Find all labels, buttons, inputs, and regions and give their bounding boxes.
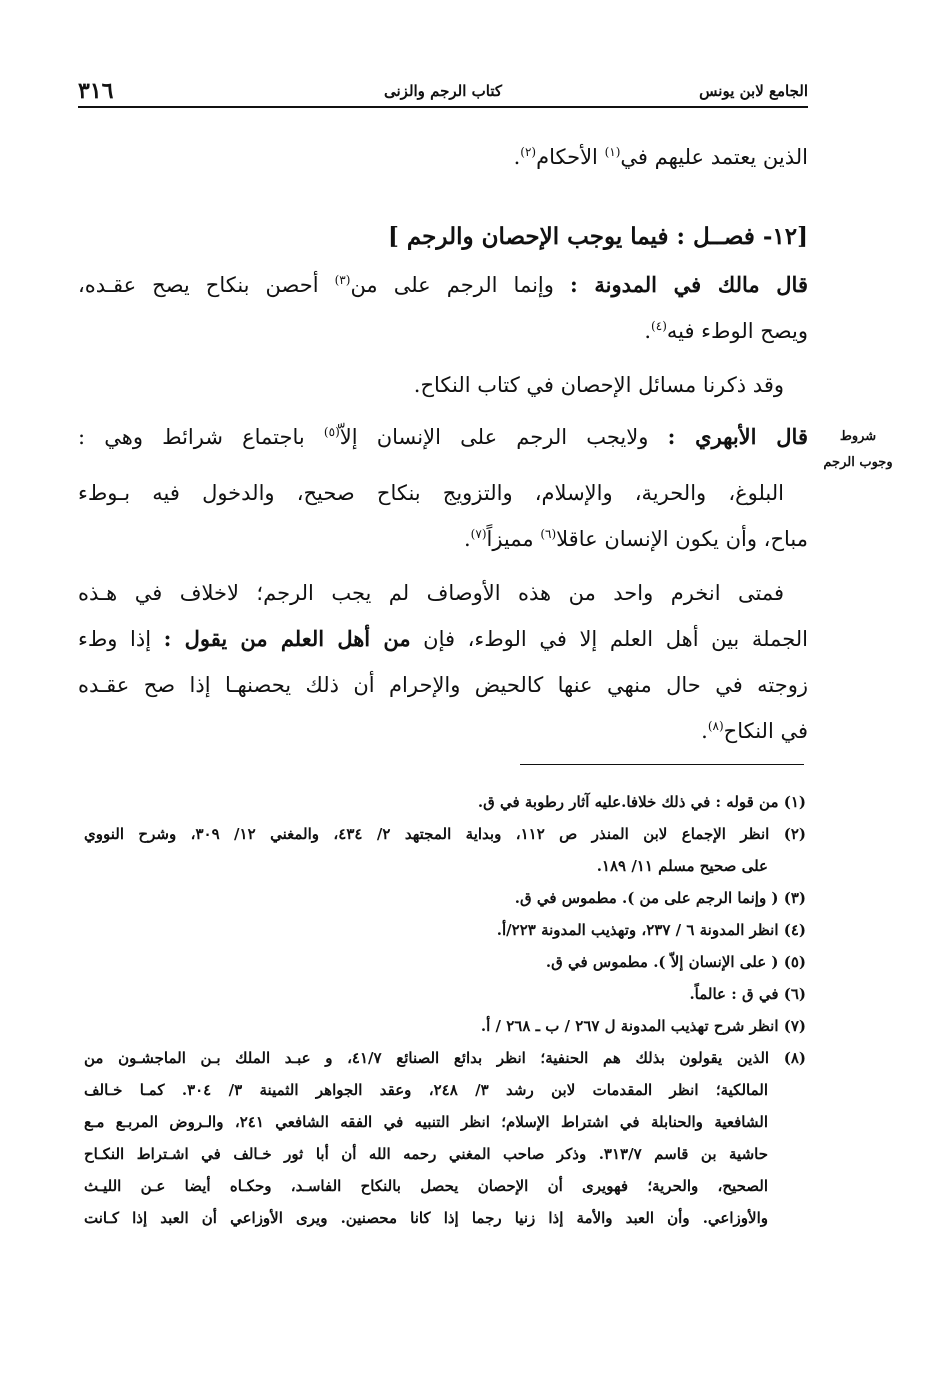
footnote-8-cont: الشافعية والحنابلة في اشتراط الإسلام؛ انظر التنبيه في الفقه الشافعي ٢٤١، والـروض المربـع مـع bbox=[84, 1113, 768, 1131]
footnote-7: (٧) انظر شرح تهذيب المدونة ل ٢٦٧ / ب ـ ٢٦٨ / أ. bbox=[480, 1017, 806, 1035]
running-header bbox=[78, 78, 808, 108]
footnote-rule bbox=[520, 764, 804, 765]
footnote-ref: (٣) bbox=[334, 273, 351, 287]
footnote-ref: (٢) bbox=[520, 145, 537, 159]
footnote-ref: (٦) bbox=[540, 527, 557, 541]
footnotes bbox=[84, 786, 806, 1234]
chapter-title: كتاب الرجم والزنى bbox=[383, 82, 502, 100]
footnote-2: (٢) انظر الإجماع لابن المنذر ص ١١٢، وبداية المجتهد ٢/ ٤٣٤، والمغني ١٢/ ٣٠٩، وشرح النووي bbox=[84, 825, 806, 843]
footnote-4: (٤) انظر المدونة ٦ / ٢٣٧، وتهذيب المدونة ٢٢٣/أ. bbox=[496, 921, 806, 939]
footnote-8-cont: الصحيح، والحرية؛ فهويرى أن الإحصان يحصل بالنكاح الفاسـد، وحكـاه أيضا عـن الليـث bbox=[84, 1177, 768, 1195]
footnote-8: (٨) الذين يقولون بذلك هم الحنفية؛ انظر بدائع الصنائع ٤١/٧، و عبـد الملك بـن الماجشـون من bbox=[84, 1049, 806, 1067]
paragraph-2: قال مالك في المدونة : وإنما الرجم على من$^{(٣)}$ أحصن بنكاح يصح عقـده، ويصح الوطء فيه$^{(٤)}$. bbox=[78, 272, 808, 343]
footnote-ref: (٧) bbox=[470, 527, 487, 541]
paragraph-1: الذين يعتمد عليهم في$^{(١)}$ الأحكام$^{(٢)}$. bbox=[513, 145, 808, 169]
page-number: ٣١٦ bbox=[78, 78, 114, 104]
paragraph-5: البلوغ، والحرية، والإسلام، والتزويج بنكاح صحيح، والدخول فيه بـوطء مباح، وأن يكون الإنسان عاقلا$^{(٦)}$ مميزاً$^{(٧)}$. bbox=[78, 481, 808, 551]
footnote-1: (١) من قوله : في ذلك خلافا.عليه آثار رطوبة في ق. bbox=[477, 793, 806, 811]
paragraph-6: فمتى انخرم واحد من هذه الأوصاف لم يجب الرجم؛ لاخلاف في هـذه الجملة بين أهل العلم إلا في الوطء، فإن من أهل العلم من يقول : إذا وطء زوجته في حال منهي عنها كالحيض والإحرام أن ذلك يحصنهـا إذا صح عقـده في النكاح$^{(٨)}$. bbox=[78, 581, 808, 743]
footnote-ref: (٤) bbox=[651, 319, 667, 333]
margin-note: شروط وجوب الرجم bbox=[823, 429, 893, 470]
header-rule bbox=[78, 106, 808, 108]
footnote-ref: (١) bbox=[604, 145, 621, 159]
footnote-5: (٥) ( على الإنسان إلاّ ). مطموس في ق. bbox=[545, 953, 806, 971]
footnote-8-cont: والأوزاعي. وأن العبد والأمة إذا زنيا رجما إذا كانا محصنين. ويرى الأوزاعي أن العبد إذا كـانت bbox=[84, 1209, 768, 1227]
footnote-6: (٦) في ق : عالماً. bbox=[689, 985, 806, 1003]
footnote-2-cont: على صحيح مسلم ١١/ ١٨٩. bbox=[596, 857, 768, 875]
paragraph-4: قال الأبهري : ولايجب الرجم على الإنسان إلاّ$^{(٥)}$ باجتماع شرائط وهي : bbox=[78, 424, 808, 449]
footnote-ref: (٨) bbox=[707, 719, 724, 733]
footnote-ref: (٥) bbox=[323, 425, 340, 439]
section-heading: [١٢- فصــل : فيما يوجب الإحصان والرجم ] bbox=[387, 223, 808, 250]
footnote-3: (٣) ( وإنما الرجم على من ). مطموس في ق. bbox=[514, 889, 806, 907]
book-title: الجامع لابن يونس bbox=[699, 82, 808, 100]
footnote-8-cont: المالكية؛ انظر المقدمات لابن رشد ٣/ ٢٤٨، وعقد الجواهر الثمينة ٣/ ٣٠٤. كمـا خـالف bbox=[84, 1081, 769, 1099]
footnote-8-cont: حاشية بن قاسم ٣١٣/٧. وذكر صاحب المغني رحمه الله أن أبا ثور خـالف في اشـتراط النكـاح bbox=[84, 1145, 768, 1163]
paragraph-3: وقد ذكرنا مسائل الإحصان في كتاب النكاح. bbox=[413, 373, 784, 397]
